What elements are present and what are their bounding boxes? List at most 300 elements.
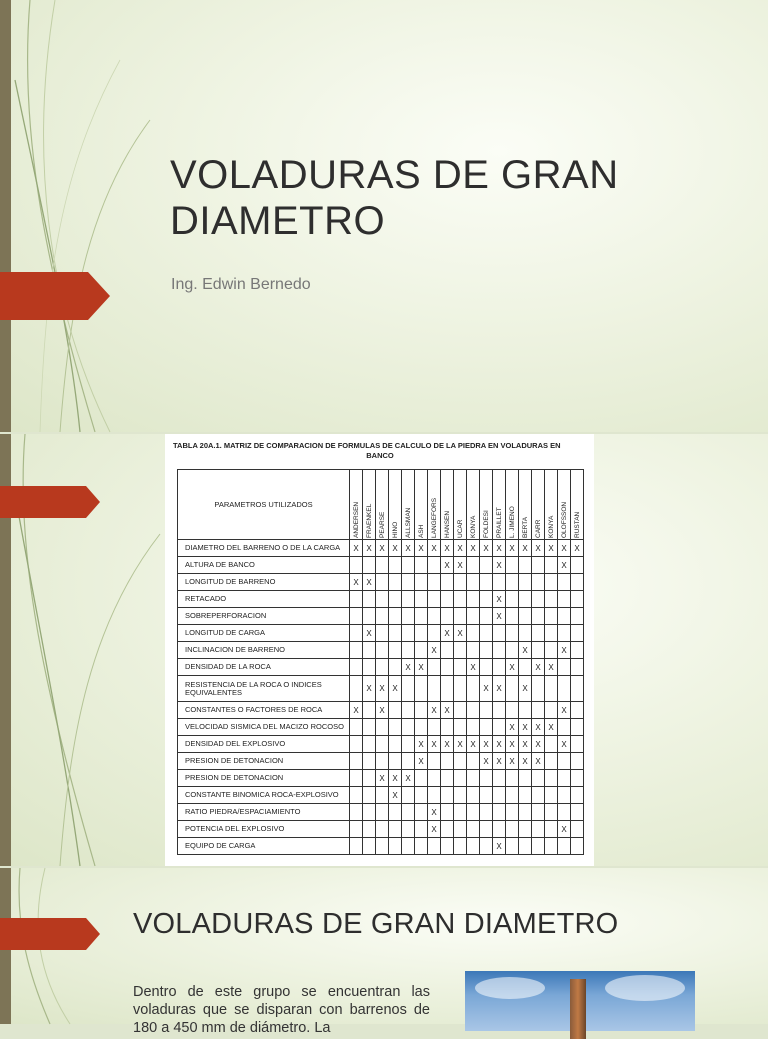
matrix-cell: [363, 608, 376, 625]
matrix-cell: [532, 625, 545, 642]
matrix-cell: X: [545, 540, 558, 557]
matrix-cell: [441, 676, 454, 702]
matrix-cell: [545, 787, 558, 804]
matrix-cell: [350, 659, 363, 676]
column-header-label: FRAENKEL: [365, 503, 373, 538]
matrix-cell: [545, 608, 558, 625]
table-row: [178, 659, 584, 676]
matrix-cell: [493, 702, 506, 719]
matrix-cell: X: [571, 540, 584, 557]
column-header-label: OLOFSSON: [560, 501, 568, 538]
matrix-cell: [571, 719, 584, 736]
matrix-cell: [467, 608, 480, 625]
matrix-cell: X: [493, 557, 506, 574]
parameter-name: VELOCIDAD SISMICA DEL MACIZO ROCOSO: [178, 719, 350, 736]
matrix-cell: [376, 557, 389, 574]
matrix-cell: X: [402, 540, 415, 557]
matrix-cell: X: [480, 676, 493, 702]
matrix-cell: [389, 753, 402, 770]
table-row: [178, 574, 584, 591]
matrix-cell: [506, 770, 519, 787]
matrix-cell: [480, 574, 493, 591]
table-row: [178, 591, 584, 608]
matrix-cell: [454, 574, 467, 591]
matrix-cell: X: [493, 838, 506, 855]
column-header-label: PEARSE: [378, 511, 386, 538]
matrix-cell: [480, 719, 493, 736]
matrix-cell: [467, 676, 480, 702]
matrix-cell: [389, 736, 402, 753]
matrix-cell: [415, 838, 428, 855]
matrix-cell: X: [376, 540, 389, 557]
matrix-cell: X: [506, 540, 519, 557]
matrix-cell: [545, 702, 558, 719]
matrix-cell: [350, 625, 363, 642]
matrix-cell: X: [519, 719, 532, 736]
matrix-cell: [428, 770, 441, 787]
matrix-cell: [480, 608, 493, 625]
matrix-cell: X: [376, 702, 389, 719]
matrix-cell: [415, 557, 428, 574]
column-header: [493, 470, 506, 540]
table-row: [178, 838, 584, 855]
column-header-label: BERTA: [521, 516, 529, 538]
matrix-cell: X: [467, 540, 480, 557]
column-header-label: KONYA: [547, 515, 555, 538]
matrix-cell: X: [532, 719, 545, 736]
matrix-cell: [506, 591, 519, 608]
matrix-cell: [454, 591, 467, 608]
comparison-matrix: [177, 469, 584, 855]
scanned-table: [165, 434, 594, 866]
column-header-label: L. JIMENO: [508, 505, 516, 538]
matrix-cell: [376, 753, 389, 770]
matrix-cell: X: [454, 540, 467, 557]
matrix-cell: [571, 804, 584, 821]
matrix-cell: [402, 574, 415, 591]
matrix-cell: [493, 659, 506, 676]
matrix-cell: X: [558, 736, 571, 753]
column-header-label: RUSTAN: [573, 511, 581, 538]
title-line-1: VOLADURAS DE GRAN: [170, 153, 619, 197]
matrix-cell: [571, 676, 584, 702]
matrix-cell: [350, 753, 363, 770]
matrix-cell: X: [363, 676, 376, 702]
matrix-cell: X: [506, 736, 519, 753]
matrix-cell: [402, 753, 415, 770]
matrix-cell: [454, 719, 467, 736]
matrix-cell: [545, 676, 558, 702]
matrix-cell: [454, 676, 467, 702]
matrix-cell: X: [441, 625, 454, 642]
matrix-cell: [402, 804, 415, 821]
slide-table[interactable]: [0, 434, 768, 866]
parameter-name: INCLINACION DE BARRENO: [178, 642, 350, 659]
matrix-cell: [532, 591, 545, 608]
matrix-cell: X: [389, 540, 402, 557]
matrix-cell: [480, 838, 493, 855]
matrix-cell: X: [558, 702, 571, 719]
matrix-cell: [558, 770, 571, 787]
matrix-cell: X: [480, 540, 493, 557]
matrix-cell: [350, 608, 363, 625]
matrix-cell: [402, 821, 415, 838]
matrix-cell: X: [493, 753, 506, 770]
matrix-cell: [363, 838, 376, 855]
matrix-cell: [480, 804, 493, 821]
table-row: [178, 719, 584, 736]
matrix-cell: [467, 838, 480, 855]
matrix-cell: [363, 591, 376, 608]
matrix-cell: [493, 719, 506, 736]
matrix-cell: [519, 625, 532, 642]
matrix-cell: [363, 770, 376, 787]
matrix-cell: [376, 787, 389, 804]
table-row: [178, 753, 584, 770]
matrix-cell: [454, 608, 467, 625]
matrix-cell: [428, 719, 441, 736]
matrix-cell: [532, 557, 545, 574]
matrix-cell: X: [415, 659, 428, 676]
matrix-cell: [454, 753, 467, 770]
column-header-label: ANDERSEN: [352, 501, 360, 538]
parameter-name: POTENCIA DEL EXPLOSIVO: [178, 821, 350, 838]
matrix-cell: X: [389, 676, 402, 702]
matrix-cell: [441, 821, 454, 838]
parameter-name: SOBREPERFORACION: [178, 608, 350, 625]
matrix-cell: X: [480, 736, 493, 753]
matrix-cell: X: [545, 719, 558, 736]
matrix-cell: [558, 625, 571, 642]
matrix-cell: [506, 676, 519, 702]
parameter-name: DENSIDAD DEL EXPLOSIVO: [178, 736, 350, 753]
matrix-cell: [467, 591, 480, 608]
matrix-cell: X: [428, 642, 441, 659]
matrix-cell: [363, 659, 376, 676]
matrix-cell: X: [532, 659, 545, 676]
column-header-label: PRAILLET: [495, 506, 503, 538]
matrix-cell: [558, 787, 571, 804]
matrix-cell: [519, 821, 532, 838]
matrix-cell: [480, 787, 493, 804]
matrix-cell: [402, 838, 415, 855]
matrix-cell: [519, 838, 532, 855]
slide-title[interactable]: [0, 0, 768, 432]
matrix-cell: X: [519, 642, 532, 659]
matrix-cell: X: [350, 702, 363, 719]
matrix-cell: [389, 838, 402, 855]
matrix-cell: [428, 787, 441, 804]
matrix-cell: [506, 702, 519, 719]
matrix-cell: X: [493, 676, 506, 702]
matrix-cell: [441, 719, 454, 736]
matrix-cell: X: [415, 736, 428, 753]
matrix-cell: [415, 719, 428, 736]
matrix-cell: [493, 787, 506, 804]
matrix-cell: X: [415, 540, 428, 557]
column-header: [532, 470, 545, 540]
matrix-cell: [467, 642, 480, 659]
matrix-cell: [467, 787, 480, 804]
matrix-cell: [454, 838, 467, 855]
matrix-cell: [467, 753, 480, 770]
matrix-cell: [467, 625, 480, 642]
matrix-cell: X: [402, 770, 415, 787]
matrix-cell: [532, 608, 545, 625]
header-row: [178, 470, 584, 540]
matrix-cell: [402, 625, 415, 642]
matrix-cell: [558, 574, 571, 591]
matrix-cell: X: [519, 736, 532, 753]
matrix-cell: [376, 659, 389, 676]
matrix-cell: [467, 719, 480, 736]
table-row: [178, 736, 584, 753]
matrix-cell: [506, 608, 519, 625]
matrix-cell: [480, 659, 493, 676]
matrix-cell: [558, 838, 571, 855]
matrix-cell: [376, 625, 389, 642]
matrix-cell: X: [558, 821, 571, 838]
matrix-cell: [441, 642, 454, 659]
matrix-cell: X: [441, 702, 454, 719]
matrix-cell: [389, 625, 402, 642]
matrix-cell: [402, 642, 415, 659]
matrix-cell: [467, 557, 480, 574]
table-row: [178, 821, 584, 838]
matrix-cell: [363, 702, 376, 719]
matrix-cell: [363, 787, 376, 804]
accent-arrow: [0, 272, 110, 320]
matrix-cell: [402, 787, 415, 804]
matrix-cell: [519, 608, 532, 625]
column-header-label: HANSEN: [443, 510, 451, 538]
matrix-cell: [389, 804, 402, 821]
matrix-cell: [480, 591, 493, 608]
drill-rig-photo: [465, 971, 695, 1031]
matrix-cell: [467, 821, 480, 838]
column-header: [467, 470, 480, 540]
parameter-name: DIAMETRO DEL BARRENO O DE LA CARGA: [178, 540, 350, 557]
matrix-cell: X: [441, 540, 454, 557]
matrix-cell: [402, 557, 415, 574]
parameter-name: LONGITUD DE BARRENO: [178, 574, 350, 591]
matrix-cell: X: [493, 540, 506, 557]
matrix-cell: [350, 719, 363, 736]
matrix-cell: [376, 838, 389, 855]
matrix-cell: [363, 753, 376, 770]
matrix-cell: [350, 676, 363, 702]
matrix-cell: [532, 642, 545, 659]
matrix-cell: [506, 642, 519, 659]
author-subtitle: Ing. Edwin Bernedo: [171, 276, 311, 293]
matrix-cell: [428, 625, 441, 642]
matrix-cell: [571, 557, 584, 574]
matrix-cell: [350, 642, 363, 659]
matrix-cell: [493, 574, 506, 591]
matrix-cell: X: [428, 702, 441, 719]
matrix-cell: X: [428, 821, 441, 838]
matrix-cell: [545, 736, 558, 753]
accent-arrow: [0, 478, 100, 526]
matrix-cell: [376, 591, 389, 608]
matrix-cell: [519, 770, 532, 787]
matrix-cell: [441, 659, 454, 676]
matrix-cell: [506, 804, 519, 821]
column-header: [519, 470, 532, 540]
matrix-cell: [441, 787, 454, 804]
matrix-cell: [350, 736, 363, 753]
matrix-cell: X: [493, 608, 506, 625]
matrix-cell: [454, 787, 467, 804]
matrix-cell: [441, 574, 454, 591]
matrix-cell: [480, 702, 493, 719]
title-line-2: DIAMETRO: [170, 199, 386, 243]
slide-content[interactable]: [0, 868, 768, 1036]
parameter-name: RATIO PIEDRA/ESPACIAMIENTO: [178, 804, 350, 821]
matrix-cell: X: [441, 557, 454, 574]
matrix-cell: [363, 557, 376, 574]
matrix-cell: [350, 821, 363, 838]
matrix-cell: [571, 736, 584, 753]
matrix-cell: X: [389, 787, 402, 804]
parameter-name: CONSTANTES O FACTORES DE ROCA: [178, 702, 350, 719]
matrix-cell: X: [363, 625, 376, 642]
parameter-name: CONSTANTE BINOMICA ROCA-EXPLOSIVO: [178, 787, 350, 804]
matrix-cell: [350, 591, 363, 608]
matrix-cell: [506, 787, 519, 804]
matrix-cell: [389, 719, 402, 736]
matrix-cell: [519, 574, 532, 591]
body-text: Dentro de este grupo se encuentran las voladuras que se disparan con barrenos de 180 a 450 mm de diámetro. La: [133, 984, 430, 1036]
matrix-cell: [532, 702, 545, 719]
matrix-cell: X: [454, 557, 467, 574]
matrix-cell: [480, 821, 493, 838]
table-row: [178, 557, 584, 574]
caption-line-2: BANCO: [366, 451, 394, 460]
column-header-label: FOLDESI: [482, 509, 490, 538]
matrix-cell: [441, 804, 454, 821]
matrix-cell: X: [493, 591, 506, 608]
matrix-cell: [441, 770, 454, 787]
matrix-cell: [558, 676, 571, 702]
matrix-cell: [415, 625, 428, 642]
matrix-cell: [428, 838, 441, 855]
column-header: [506, 470, 519, 540]
matrix-cell: [389, 642, 402, 659]
column-header: [402, 470, 415, 540]
matrix-cell: [493, 821, 506, 838]
column-header: [571, 470, 584, 540]
matrix-cell: [428, 659, 441, 676]
matrix-cell: X: [415, 753, 428, 770]
table-row: [178, 702, 584, 719]
matrix-cell: X: [519, 676, 532, 702]
matrix-cell: [467, 770, 480, 787]
matrix-cell: [415, 574, 428, 591]
matrix-cell: [519, 702, 532, 719]
matrix-cell: X: [467, 659, 480, 676]
matrix-cell: [519, 557, 532, 574]
matrix-cell: [480, 625, 493, 642]
matrix-cell: [519, 804, 532, 821]
matrix-cell: [467, 804, 480, 821]
matrix-cell: [415, 642, 428, 659]
matrix-cell: [545, 821, 558, 838]
parameter-name: ALTURA DE BANCO: [178, 557, 350, 574]
matrix-cell: [402, 676, 415, 702]
matrix-cell: [558, 608, 571, 625]
matrix-cell: [402, 608, 415, 625]
matrix-cell: [454, 804, 467, 821]
matrix-cell: [415, 591, 428, 608]
matrix-cell: [350, 557, 363, 574]
matrix-cell: [363, 736, 376, 753]
matrix-cell: [532, 838, 545, 855]
matrix-cell: [454, 702, 467, 719]
matrix-cell: [454, 642, 467, 659]
matrix-cell: [376, 574, 389, 591]
column-header-label: CARR: [534, 519, 542, 538]
parameter-name: EQUIPO DE CARGA: [178, 838, 350, 855]
column-header-label: HINO: [391, 521, 399, 538]
matrix-cell: [441, 838, 454, 855]
matrix-cell: [415, 804, 428, 821]
matrix-cell: [519, 659, 532, 676]
corner-header: PARAMETROS UTILIZADOS: [178, 470, 350, 540]
matrix-cell: X: [454, 736, 467, 753]
matrix-cell: [428, 557, 441, 574]
table-caption: [173, 441, 587, 461]
matrix-cell: X: [441, 736, 454, 753]
parameter-name: LONGITUD DE CARGA: [178, 625, 350, 642]
matrix-cell: X: [376, 676, 389, 702]
matrix-cell: [545, 574, 558, 591]
matrix-cell: [506, 838, 519, 855]
matrix-cell: [389, 659, 402, 676]
matrix-cell: [428, 574, 441, 591]
matrix-cell: [480, 557, 493, 574]
matrix-cell: X: [506, 753, 519, 770]
matrix-cell: X: [376, 770, 389, 787]
matrix-cell: X: [428, 736, 441, 753]
table-row: [178, 642, 584, 659]
matrix-cell: [363, 804, 376, 821]
matrix-cell: [545, 625, 558, 642]
matrix-cell: [571, 642, 584, 659]
matrix-cell: X: [363, 540, 376, 557]
matrix-cell: [571, 625, 584, 642]
column-header: [428, 470, 441, 540]
matrix-cell: [545, 804, 558, 821]
matrix-cell: [545, 557, 558, 574]
matrix-cell: [545, 753, 558, 770]
column-header: [545, 470, 558, 540]
table-row: [178, 608, 584, 625]
matrix-cell: [454, 659, 467, 676]
matrix-cell: [389, 574, 402, 591]
matrix-cell: [350, 838, 363, 855]
matrix-cell: [506, 625, 519, 642]
matrix-cell: [389, 591, 402, 608]
matrix-cell: [506, 821, 519, 838]
matrix-cell: [571, 787, 584, 804]
matrix-cell: [415, 702, 428, 719]
table-row: [178, 770, 584, 787]
page-title: [170, 152, 619, 244]
matrix-cell: [480, 770, 493, 787]
left-bar: [0, 0, 11, 432]
matrix-cell: [545, 838, 558, 855]
